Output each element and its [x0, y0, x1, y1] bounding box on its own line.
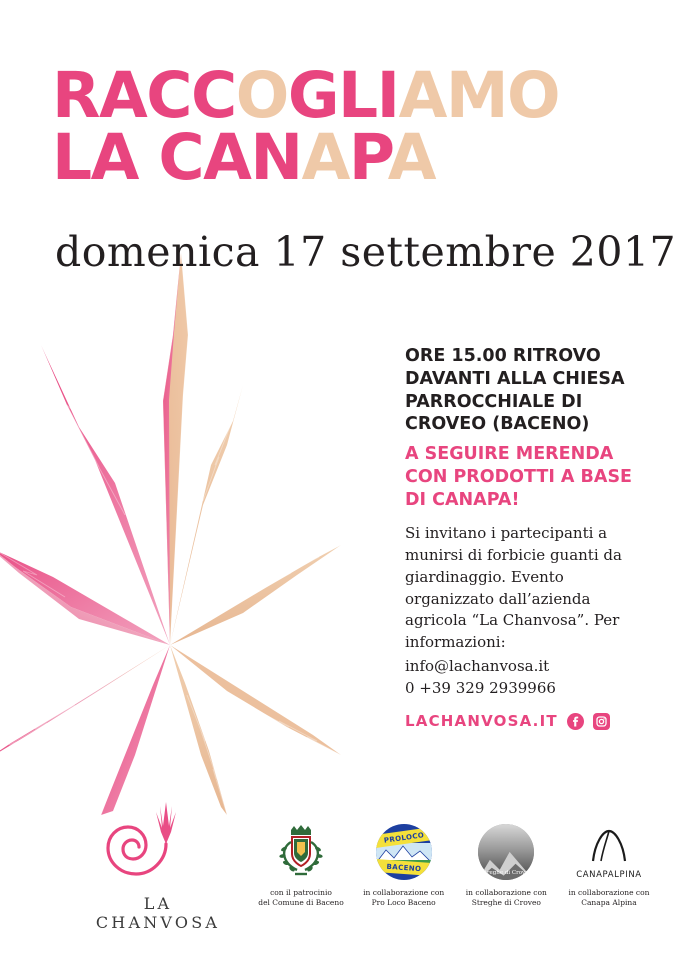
headline-seg: LA CAN: [52, 120, 302, 194]
facebook-icon[interactable]: [567, 713, 584, 730]
canapalpina-wordmark: CANAPALPINA: [576, 870, 642, 880]
partner-caption-line-1: in collaborazione con: [568, 888, 650, 897]
comune-di-baceno-crest-icon: [255, 818, 347, 880]
merenda-highlight-text: A SEGUIRE MERENDA CON PRODOTTI A BASE DI CANAPA!: [405, 444, 632, 510]
proloco-badge-top: PROLOCO: [376, 827, 432, 849]
pro-loco-baceno-logo-icon: [358, 818, 450, 880]
organizer-logo: [78, 800, 238, 932]
partner-caption-line-2: Streghe di Croveo: [471, 898, 541, 908]
instructions-paragraph: Si invitano i partecipanti a munirsi di forbicie guanti da giardinaggio. Evento organizzato dall’azienda agricola “La Chanvosa”. Per informazioni:: [405, 524, 622, 651]
contact-phone[interactable]: 0 +39 329 2939966: [405, 678, 556, 697]
headline-block: [52, 59, 652, 194]
streghe-di-croveo-logo-icon: [460, 818, 552, 880]
proloco-badge-bottom: BACENO: [376, 859, 432, 876]
partner-caption: [563, 888, 655, 908]
cannabis-leaf-illustration: [0, 215, 395, 815]
partner-caption-line-1: con il patrocinio: [270, 888, 332, 897]
headline-seg: GLI: [287, 59, 399, 132]
headline-seg: A: [387, 120, 435, 194]
canapalpina-glyph: [567, 827, 651, 868]
partner-caption-line-1: in collaborazione con: [465, 888, 547, 897]
partner-pro-loco-baceno: [358, 818, 450, 908]
website-link[interactable]: LACHANVOSA.IT: [405, 712, 558, 731]
partner-canapa-alpina: [563, 818, 655, 908]
instagram-icon[interactable]: [593, 713, 610, 730]
headline-line-2: [52, 120, 652, 194]
partner-caption-line-1: in collaborazione con: [363, 888, 445, 897]
headline-seg: A: [301, 120, 349, 194]
streghe-badge-text: Streghe di Croveo: [480, 870, 532, 876]
headline-line-1: [52, 59, 652, 132]
contact-email[interactable]: info@lachanvosa.it: [405, 656, 550, 675]
canapalpina-logo-icon: [563, 818, 655, 880]
headline-seg: AMO: [398, 59, 560, 132]
partner-streghe-di-croveo: [460, 818, 552, 908]
headline-seg: P: [348, 120, 388, 194]
partner-caption: [358, 888, 450, 908]
meeting-details-text: ORE 15.00 RITROVO DAVANTI ALLA CHIESA PARROCCHIALE DI CROVEO (BACENO): [405, 346, 625, 435]
organizer-name: LA CHANVOSA: [95, 894, 221, 932]
partners-row: [255, 818, 655, 908]
partner-comune-di-baceno: [255, 818, 347, 908]
partner-caption-line-2: Pro Loco Baceno: [371, 898, 436, 908]
partner-caption-line-2: del Comune di Baceno: [258, 898, 344, 908]
event-date-subtitle: domenica 17 settembre 2017: [55, 228, 677, 276]
partner-caption: [255, 888, 347, 908]
website-and-social-row: [405, 712, 650, 730]
event-details-column: [405, 345, 650, 730]
spiral-leaf-logo-icon: [78, 800, 238, 890]
headline-seg: O: [235, 59, 288, 132]
partner-caption: [460, 888, 552, 908]
headline-seg: RACC: [52, 59, 236, 132]
partner-caption-line-2: Canapa Alpina: [581, 898, 637, 908]
